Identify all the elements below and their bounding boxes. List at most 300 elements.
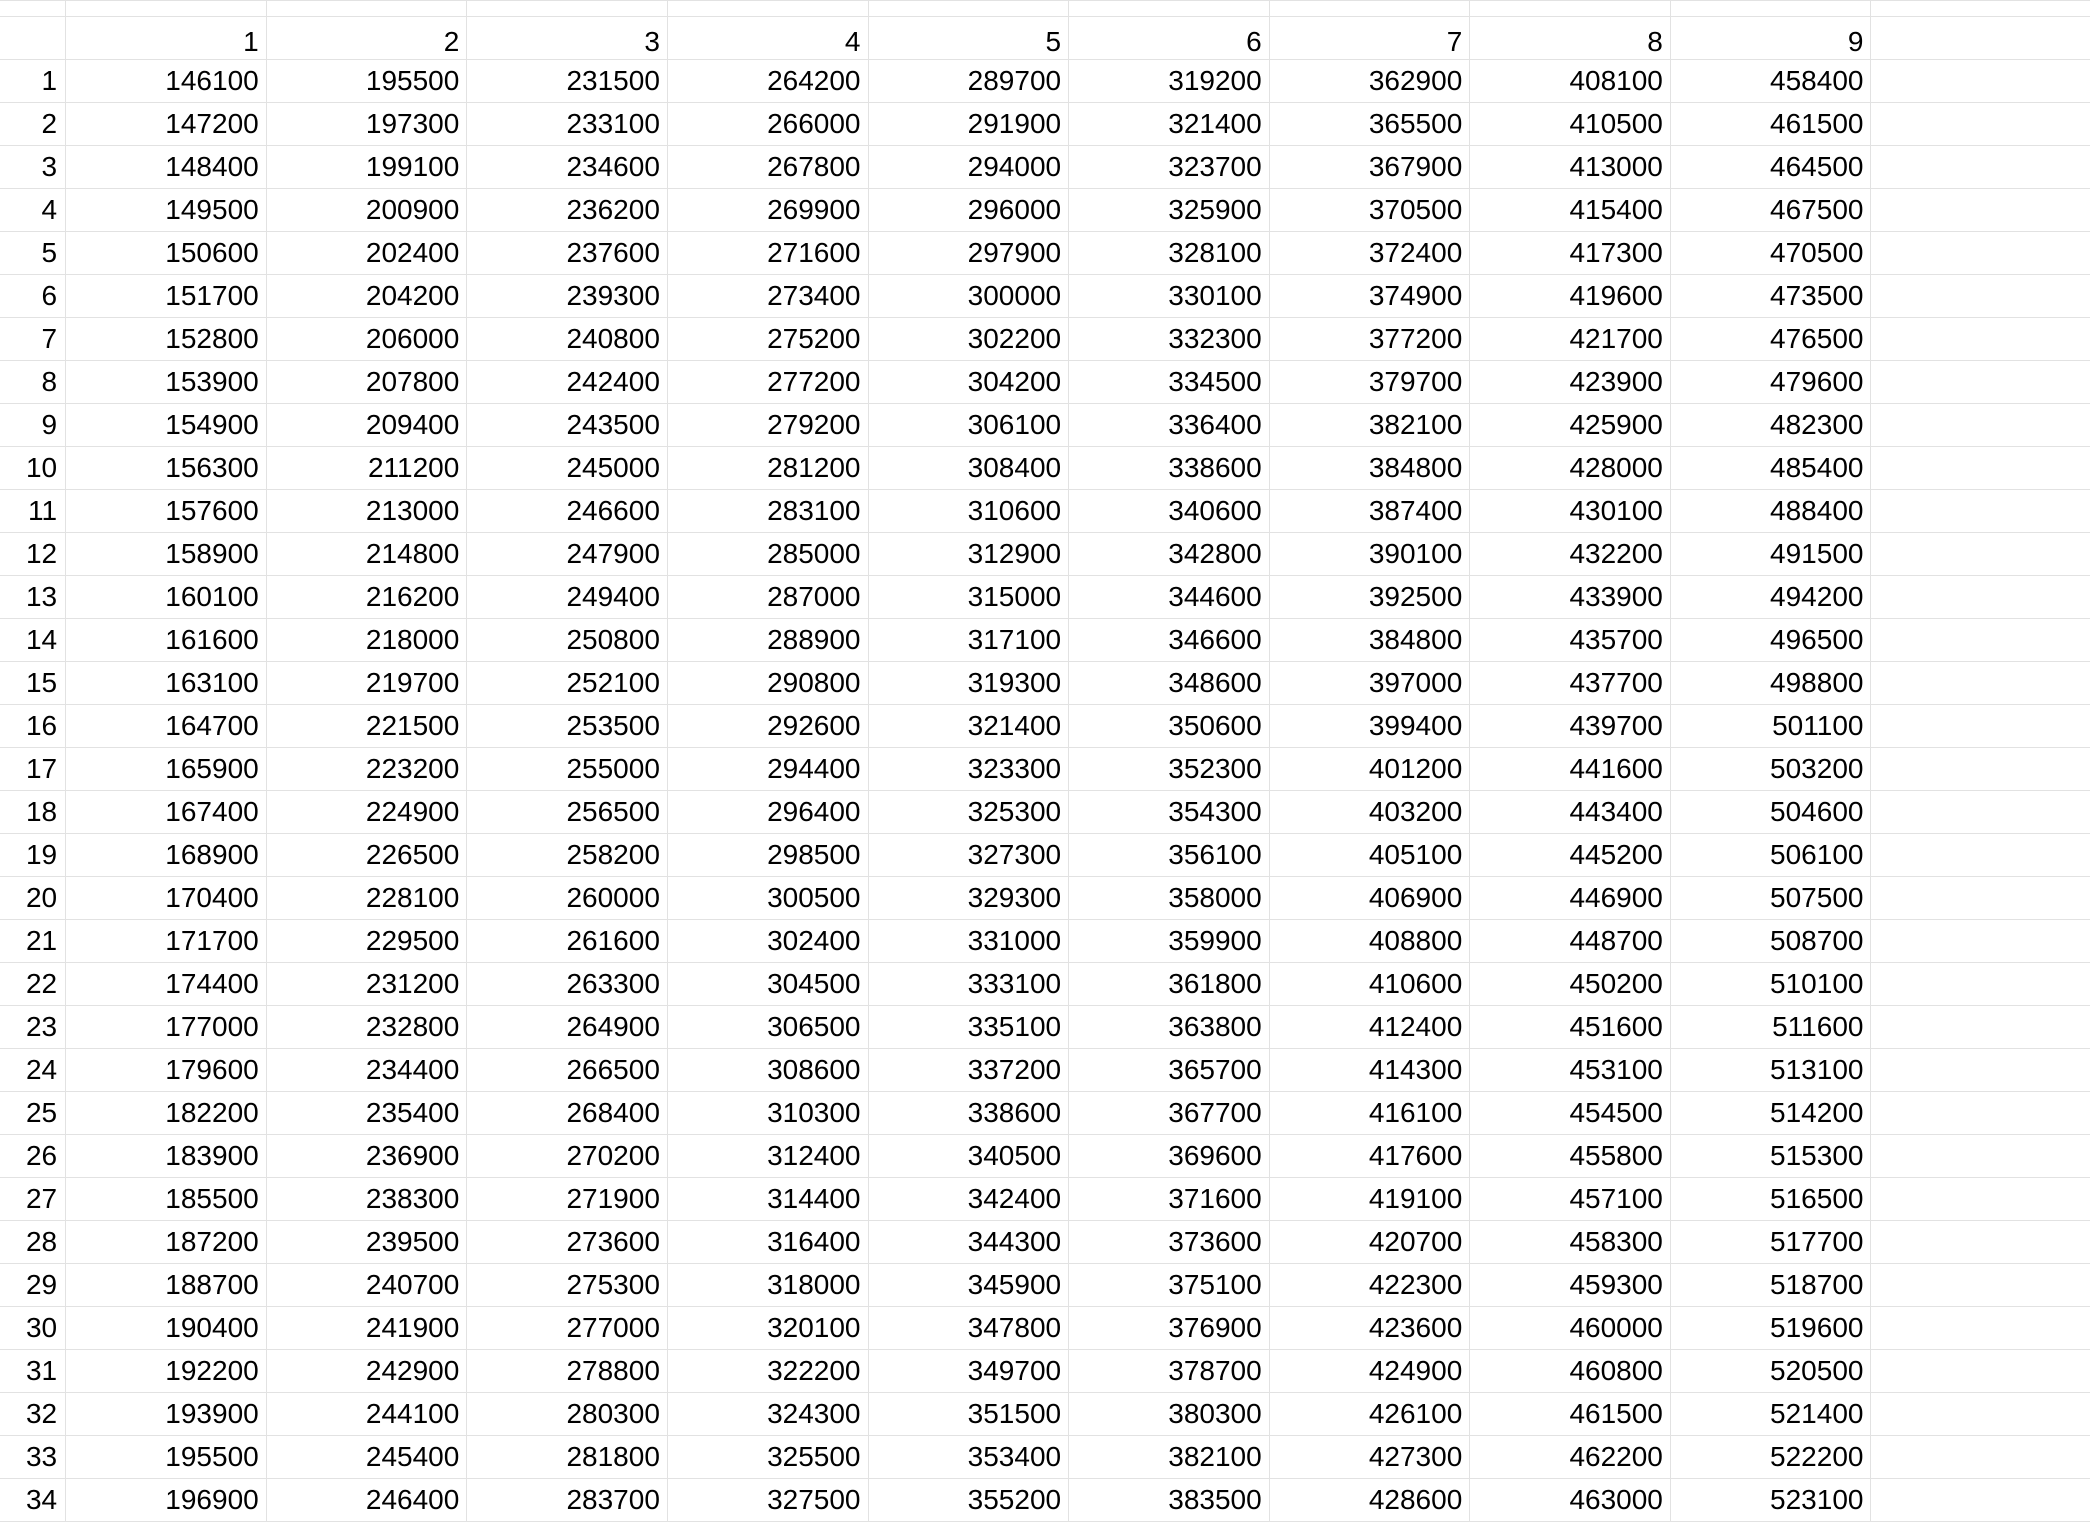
- table-cell[interactable]: 232800: [266, 1006, 467, 1049]
- table-cell[interactable]: 390100: [1269, 533, 1470, 576]
- column-header[interactable]: 3: [467, 1, 668, 60]
- table-cell[interactable]: 387400: [1269, 490, 1470, 533]
- empty-cell[interactable]: [1871, 318, 2090, 361]
- table-cell[interactable]: 347800: [868, 1307, 1069, 1350]
- table-cell[interactable]: 330100: [1069, 275, 1270, 318]
- table-cell[interactable]: 268400: [467, 1092, 668, 1135]
- empty-cell[interactable]: [1871, 1135, 2090, 1178]
- table-cell[interactable]: 294400: [667, 748, 868, 791]
- table-cell[interactable]: 446900: [1470, 877, 1671, 920]
- table-cell[interactable]: 430100: [1470, 490, 1671, 533]
- table-cell[interactable]: 367900: [1269, 146, 1470, 189]
- table-cell[interactable]: 273400: [667, 275, 868, 318]
- table-cell[interactable]: 344300: [868, 1221, 1069, 1264]
- table-cell[interactable]: 348600: [1069, 662, 1270, 705]
- table-cell[interactable]: 300500: [667, 877, 868, 920]
- table-cell[interactable]: 242900: [266, 1350, 467, 1393]
- row-header[interactable]: 9: [0, 404, 66, 447]
- table-cell[interactable]: 373600: [1069, 1221, 1270, 1264]
- column-header[interactable]: 5: [868, 1, 1069, 60]
- table-cell[interactable]: 417300: [1470, 232, 1671, 275]
- table-cell[interactable]: 223200: [266, 748, 467, 791]
- table-cell[interactable]: 256500: [467, 791, 668, 834]
- table-cell[interactable]: 218000: [266, 619, 467, 662]
- table-cell[interactable]: 319200: [1069, 60, 1270, 103]
- table-cell[interactable]: 424900: [1269, 1350, 1470, 1393]
- table-cell[interactable]: 516500: [1670, 1178, 1871, 1221]
- table-cell[interactable]: 151700: [66, 275, 267, 318]
- table-cell[interactable]: 239300: [467, 275, 668, 318]
- table-cell[interactable]: 183900: [66, 1135, 267, 1178]
- row-header[interactable]: 27: [0, 1178, 66, 1221]
- table-cell[interactable]: 273600: [467, 1221, 668, 1264]
- table-cell[interactable]: 352300: [1069, 748, 1270, 791]
- table-cell[interactable]: 157600: [66, 490, 267, 533]
- row-header[interactable]: 12: [0, 533, 66, 576]
- table-cell[interactable]: 496500: [1670, 619, 1871, 662]
- table-cell[interactable]: 245000: [467, 447, 668, 490]
- table-cell[interactable]: 403200: [1269, 791, 1470, 834]
- table-cell[interactable]: 321400: [1069, 103, 1270, 146]
- table-cell[interactable]: 278800: [467, 1350, 668, 1393]
- table-cell[interactable]: 361800: [1069, 963, 1270, 1006]
- row-header[interactable]: 2: [0, 103, 66, 146]
- table-cell[interactable]: 200900: [266, 189, 467, 232]
- empty-cell[interactable]: [1871, 490, 2090, 533]
- table-cell[interactable]: 462200: [1470, 1436, 1671, 1479]
- table-cell[interactable]: 514200: [1670, 1092, 1871, 1135]
- table-cell[interactable]: 362900: [1269, 60, 1470, 103]
- table-cell[interactable]: 346600: [1069, 619, 1270, 662]
- table-cell[interactable]: 237600: [467, 232, 668, 275]
- table-cell[interactable]: 365500: [1269, 103, 1470, 146]
- table-cell[interactable]: 521400: [1670, 1393, 1871, 1436]
- table-cell[interactable]: 236200: [467, 189, 668, 232]
- column-header[interactable]: 1: [66, 1, 267, 60]
- table-cell[interactable]: 152800: [66, 318, 267, 361]
- row-header[interactable]: 21: [0, 920, 66, 963]
- table-cell[interactable]: 406900: [1269, 877, 1470, 920]
- table-cell[interactable]: 207800: [266, 361, 467, 404]
- table-cell[interactable]: 250800: [467, 619, 668, 662]
- table-cell[interactable]: 370500: [1269, 189, 1470, 232]
- table-cell[interactable]: 342800: [1069, 533, 1270, 576]
- table-cell[interactable]: 401200: [1269, 748, 1470, 791]
- table-cell[interactable]: 353400: [868, 1436, 1069, 1479]
- table-cell[interactable]: 350600: [1069, 705, 1270, 748]
- table-cell[interactable]: 342400: [868, 1178, 1069, 1221]
- table-cell[interactable]: 302400: [667, 920, 868, 963]
- table-cell[interactable]: 460000: [1470, 1307, 1671, 1350]
- table-cell[interactable]: 511600: [1670, 1006, 1871, 1049]
- table-cell[interactable]: 214800: [266, 533, 467, 576]
- table-cell[interactable]: 258200: [467, 834, 668, 877]
- table-cell[interactable]: 197300: [266, 103, 467, 146]
- table-cell[interactable]: 158900: [66, 533, 267, 576]
- corner-cell[interactable]: [0, 1, 66, 60]
- table-cell[interactable]: 419100: [1269, 1178, 1470, 1221]
- table-cell[interactable]: 279200: [667, 404, 868, 447]
- table-cell[interactable]: 420700: [1269, 1221, 1470, 1264]
- table-cell[interactable]: 410600: [1269, 963, 1470, 1006]
- table-cell[interactable]: 321400: [868, 705, 1069, 748]
- table-cell[interactable]: 365700: [1069, 1049, 1270, 1092]
- row-header[interactable]: 6: [0, 275, 66, 318]
- table-cell[interactable]: 296400: [667, 791, 868, 834]
- table-cell[interactable]: 296000: [868, 189, 1069, 232]
- table-cell[interactable]: 503200: [1670, 748, 1871, 791]
- table-cell[interactable]: 506100: [1670, 834, 1871, 877]
- table-cell[interactable]: 195500: [266, 60, 467, 103]
- table-cell[interactable]: 177000: [66, 1006, 267, 1049]
- table-cell[interactable]: 482300: [1670, 404, 1871, 447]
- table-cell[interactable]: 397000: [1269, 662, 1470, 705]
- table-cell[interactable]: 233100: [467, 103, 668, 146]
- empty-cell[interactable]: [1871, 834, 2090, 877]
- table-cell[interactable]: 304200: [868, 361, 1069, 404]
- table-cell[interactable]: 280300: [467, 1393, 668, 1436]
- table-cell[interactable]: 457100: [1470, 1178, 1671, 1221]
- table-cell[interactable]: 451600: [1470, 1006, 1671, 1049]
- table-cell[interactable]: 433900: [1470, 576, 1671, 619]
- table-cell[interactable]: 182200: [66, 1092, 267, 1135]
- table-cell[interactable]: 190400: [66, 1307, 267, 1350]
- table-cell[interactable]: 476500: [1670, 318, 1871, 361]
- table-cell[interactable]: 408100: [1470, 60, 1671, 103]
- row-header[interactable]: 16: [0, 705, 66, 748]
- table-cell[interactable]: 149500: [66, 189, 267, 232]
- table-cell[interactable]: 501100: [1670, 705, 1871, 748]
- table-cell[interactable]: 392500: [1269, 576, 1470, 619]
- table-cell[interactable]: 310300: [667, 1092, 868, 1135]
- table-cell[interactable]: 382100: [1269, 404, 1470, 447]
- table-cell[interactable]: 264900: [467, 1006, 668, 1049]
- table-cell[interactable]: 461500: [1470, 1393, 1671, 1436]
- table-cell[interactable]: 485400: [1670, 447, 1871, 490]
- table-cell[interactable]: 467500: [1670, 189, 1871, 232]
- row-header[interactable]: 19: [0, 834, 66, 877]
- empty-cell[interactable]: [1871, 576, 2090, 619]
- table-cell[interactable]: 507500: [1670, 877, 1871, 920]
- table-cell[interactable]: 459300: [1470, 1264, 1671, 1307]
- table-cell[interactable]: 439700: [1470, 705, 1671, 748]
- empty-cell[interactable]: [1871, 60, 2090, 103]
- table-cell[interactable]: 515300: [1670, 1135, 1871, 1178]
- table-cell[interactable]: 320100: [667, 1307, 868, 1350]
- table-cell[interactable]: 277000: [467, 1307, 668, 1350]
- empty-cell[interactable]: [1871, 1092, 2090, 1135]
- empty-cell[interactable]: [1871, 1436, 2090, 1479]
- column-header[interactable]: 6: [1069, 1, 1270, 60]
- table-cell[interactable]: 374900: [1269, 275, 1470, 318]
- table-cell[interactable]: 491500: [1670, 533, 1871, 576]
- row-header[interactable]: 23: [0, 1006, 66, 1049]
- empty-cell[interactable]: [1871, 1264, 2090, 1307]
- table-cell[interactable]: 312900: [868, 533, 1069, 576]
- table-cell[interactable]: 231200: [266, 963, 467, 1006]
- table-cell[interactable]: 358000: [1069, 877, 1270, 920]
- table-cell[interactable]: 285000: [667, 533, 868, 576]
- empty-cell[interactable]: [1871, 1479, 2090, 1522]
- table-cell[interactable]: 421700: [1470, 318, 1671, 361]
- table-cell[interactable]: 255000: [467, 748, 668, 791]
- table-cell[interactable]: 423600: [1269, 1307, 1470, 1350]
- table-cell[interactable]: 412400: [1269, 1006, 1470, 1049]
- table-cell[interactable]: 369600: [1069, 1135, 1270, 1178]
- table-cell[interactable]: 283100: [667, 490, 868, 533]
- table-cell[interactable]: 351500: [868, 1393, 1069, 1436]
- table-cell[interactable]: 170400: [66, 877, 267, 920]
- empty-cell[interactable]: [1871, 619, 2090, 662]
- table-cell[interactable]: 310600: [868, 490, 1069, 533]
- table-cell[interactable]: 156300: [66, 447, 267, 490]
- table-cell[interactable]: 372400: [1269, 232, 1470, 275]
- table-cell[interactable]: 146100: [66, 60, 267, 103]
- table-cell[interactable]: 322200: [667, 1350, 868, 1393]
- table-cell[interactable]: 318000: [667, 1264, 868, 1307]
- empty-cell[interactable]: [1871, 705, 2090, 748]
- table-cell[interactable]: 410500: [1470, 103, 1671, 146]
- table-cell[interactable]: 281800: [467, 1436, 668, 1479]
- table-cell[interactable]: 338600: [1069, 447, 1270, 490]
- table-cell[interactable]: 238300: [266, 1178, 467, 1221]
- empty-cell[interactable]: [1871, 877, 2090, 920]
- table-cell[interactable]: 331000: [868, 920, 1069, 963]
- column-header[interactable]: 8: [1470, 1, 1671, 60]
- table-cell[interactable]: 327500: [667, 1479, 868, 1522]
- table-cell[interactable]: 458300: [1470, 1221, 1671, 1264]
- table-cell[interactable]: 355200: [868, 1479, 1069, 1522]
- table-cell[interactable]: 187200: [66, 1221, 267, 1264]
- row-header[interactable]: 22: [0, 963, 66, 1006]
- column-header[interactable]: 9: [1670, 1, 1871, 60]
- table-cell[interactable]: 246600: [467, 490, 668, 533]
- table-cell[interactable]: 427300: [1269, 1436, 1470, 1479]
- table-cell[interactable]: 264200: [667, 60, 868, 103]
- row-header[interactable]: 30: [0, 1307, 66, 1350]
- table-cell[interactable]: 432200: [1470, 533, 1671, 576]
- table-cell[interactable]: 317100: [868, 619, 1069, 662]
- table-cell[interactable]: 241900: [266, 1307, 467, 1350]
- table-cell[interactable]: 378700: [1069, 1350, 1270, 1393]
- table-cell[interactable]: 354300: [1069, 791, 1270, 834]
- table-cell[interactable]: 219700: [266, 662, 467, 705]
- table-cell[interactable]: 324300: [667, 1393, 868, 1436]
- table-cell[interactable]: 253500: [467, 705, 668, 748]
- table-cell[interactable]: 297900: [868, 232, 1069, 275]
- row-header[interactable]: 1: [0, 60, 66, 103]
- table-cell[interactable]: 312400: [667, 1135, 868, 1178]
- table-cell[interactable]: 202400: [266, 232, 467, 275]
- table-cell[interactable]: 323300: [868, 748, 1069, 791]
- table-cell[interactable]: 236900: [266, 1135, 467, 1178]
- empty-cell[interactable]: [1871, 146, 2090, 189]
- row-header[interactable]: 8: [0, 361, 66, 404]
- table-cell[interactable]: 196900: [66, 1479, 267, 1522]
- table-cell[interactable]: 267800: [667, 146, 868, 189]
- table-cell[interactable]: 327300: [868, 834, 1069, 877]
- row-header[interactable]: 29: [0, 1264, 66, 1307]
- row-header[interactable]: 15: [0, 662, 66, 705]
- table-cell[interactable]: 494200: [1670, 576, 1871, 619]
- table-cell[interactable]: 329300: [868, 877, 1069, 920]
- empty-cell[interactable]: [1871, 1, 2090, 60]
- table-cell[interactable]: 498800: [1670, 662, 1871, 705]
- empty-cell[interactable]: [1871, 748, 2090, 791]
- row-header[interactable]: 32: [0, 1393, 66, 1436]
- row-header[interactable]: 34: [0, 1479, 66, 1522]
- table-cell[interactable]: 323700: [1069, 146, 1270, 189]
- table-cell[interactable]: 375100: [1069, 1264, 1270, 1307]
- table-cell[interactable]: 247900: [467, 533, 668, 576]
- table-cell[interactable]: 185500: [66, 1178, 267, 1221]
- empty-cell[interactable]: [1871, 1006, 2090, 1049]
- table-cell[interactable]: 302200: [868, 318, 1069, 361]
- empty-cell[interactable]: [1871, 189, 2090, 232]
- table-cell[interactable]: 464500: [1670, 146, 1871, 189]
- table-cell[interactable]: 414300: [1269, 1049, 1470, 1092]
- table-cell[interactable]: 271900: [467, 1178, 668, 1221]
- table-cell[interactable]: 213000: [266, 490, 467, 533]
- table-cell[interactable]: 377200: [1269, 318, 1470, 361]
- table-cell[interactable]: 334500: [1069, 361, 1270, 404]
- table-cell[interactable]: 308400: [868, 447, 1069, 490]
- table-cell[interactable]: 275200: [667, 318, 868, 361]
- empty-cell[interactable]: [1871, 1178, 2090, 1221]
- table-cell[interactable]: 413000: [1470, 146, 1671, 189]
- row-header[interactable]: 10: [0, 447, 66, 490]
- table-cell[interactable]: 216200: [266, 576, 467, 619]
- table-cell[interactable]: 263300: [467, 963, 668, 1006]
- table-cell[interactable]: 461500: [1670, 103, 1871, 146]
- table-cell[interactable]: 454500: [1470, 1092, 1671, 1135]
- table-cell[interactable]: 359900: [1069, 920, 1270, 963]
- empty-cell[interactable]: [1871, 275, 2090, 318]
- table-cell[interactable]: 308600: [667, 1049, 868, 1092]
- table-cell[interactable]: 244100: [266, 1393, 467, 1436]
- table-cell[interactable]: 425900: [1470, 404, 1671, 447]
- table-cell[interactable]: 367700: [1069, 1092, 1270, 1135]
- empty-cell[interactable]: [1871, 361, 2090, 404]
- table-cell[interactable]: 171700: [66, 920, 267, 963]
- table-cell[interactable]: 240800: [467, 318, 668, 361]
- column-header[interactable]: 4: [667, 1, 868, 60]
- table-cell[interactable]: 458400: [1670, 60, 1871, 103]
- table-cell[interactable]: 242400: [467, 361, 668, 404]
- table-cell[interactable]: 344600: [1069, 576, 1270, 619]
- table-cell[interactable]: 419600: [1470, 275, 1671, 318]
- empty-cell[interactable]: [1871, 1393, 2090, 1436]
- table-cell[interactable]: 383500: [1069, 1479, 1270, 1522]
- empty-cell[interactable]: [1871, 447, 2090, 490]
- table-cell[interactable]: 314400: [667, 1178, 868, 1221]
- table-cell[interactable]: 252100: [467, 662, 668, 705]
- table-cell[interactable]: 150600: [66, 232, 267, 275]
- table-cell[interactable]: 164700: [66, 705, 267, 748]
- table-cell[interactable]: 161600: [66, 619, 267, 662]
- table-cell[interactable]: 523100: [1670, 1479, 1871, 1522]
- table-cell[interactable]: 448700: [1470, 920, 1671, 963]
- table-cell[interactable]: 453100: [1470, 1049, 1671, 1092]
- table-cell[interactable]: 405100: [1269, 834, 1470, 877]
- table-cell[interactable]: 204200: [266, 275, 467, 318]
- table-cell[interactable]: 522200: [1670, 1436, 1871, 1479]
- table-cell[interactable]: 423900: [1470, 361, 1671, 404]
- table-cell[interactable]: 488400: [1670, 490, 1871, 533]
- table-cell[interactable]: 345900: [868, 1264, 1069, 1307]
- row-header[interactable]: 18: [0, 791, 66, 834]
- table-cell[interactable]: 224900: [266, 791, 467, 834]
- table-cell[interactable]: 460800: [1470, 1350, 1671, 1393]
- table-cell[interactable]: 325500: [667, 1436, 868, 1479]
- table-cell[interactable]: 463000: [1470, 1479, 1671, 1522]
- row-header[interactable]: 17: [0, 748, 66, 791]
- table-cell[interactable]: 416100: [1269, 1092, 1470, 1135]
- table-cell[interactable]: 292600: [667, 705, 868, 748]
- table-cell[interactable]: 455800: [1470, 1135, 1671, 1178]
- table-cell[interactable]: 195500: [66, 1436, 267, 1479]
- table-cell[interactable]: 328100: [1069, 232, 1270, 275]
- table-cell[interactable]: 277200: [667, 361, 868, 404]
- empty-cell[interactable]: [1871, 963, 2090, 1006]
- empty-cell[interactable]: [1871, 662, 2090, 705]
- table-cell[interactable]: 508700: [1670, 920, 1871, 963]
- table-cell[interactable]: 473500: [1670, 275, 1871, 318]
- table-cell[interactable]: 408800: [1269, 920, 1470, 963]
- table-cell[interactable]: 246400: [266, 1479, 467, 1522]
- table-cell[interactable]: 288900: [667, 619, 868, 662]
- table-cell[interactable]: 291900: [868, 103, 1069, 146]
- table-cell[interactable]: 333100: [868, 963, 1069, 1006]
- table-cell[interactable]: 266000: [667, 103, 868, 146]
- table-cell[interactable]: 228100: [266, 877, 467, 920]
- table-cell[interactable]: 163100: [66, 662, 267, 705]
- table-cell[interactable]: 275300: [467, 1264, 668, 1307]
- table-cell[interactable]: 336400: [1069, 404, 1270, 447]
- table-cell[interactable]: 441600: [1470, 748, 1671, 791]
- table-cell[interactable]: 283700: [467, 1479, 668, 1522]
- table-cell[interactable]: 192200: [66, 1350, 267, 1393]
- row-header[interactable]: 13: [0, 576, 66, 619]
- table-cell[interactable]: 304500: [667, 963, 868, 1006]
- table-cell[interactable]: 384800: [1269, 447, 1470, 490]
- table-cell[interactable]: 153900: [66, 361, 267, 404]
- empty-cell[interactable]: [1871, 232, 2090, 275]
- table-cell[interactable]: 325900: [1069, 189, 1270, 232]
- table-cell[interactable]: 376900: [1069, 1307, 1270, 1350]
- table-cell[interactable]: 249400: [467, 576, 668, 619]
- table-cell[interactable]: 306100: [868, 404, 1069, 447]
- table-cell[interactable]: 435700: [1470, 619, 1671, 662]
- row-header[interactable]: 3: [0, 146, 66, 189]
- table-cell[interactable]: 426100: [1269, 1393, 1470, 1436]
- empty-cell[interactable]: [1871, 1307, 2090, 1350]
- table-cell[interactable]: 193900: [66, 1393, 267, 1436]
- table-cell[interactable]: 422300: [1269, 1264, 1470, 1307]
- table-cell[interactable]: 384800: [1269, 619, 1470, 662]
- row-header[interactable]: 26: [0, 1135, 66, 1178]
- table-cell[interactable]: 290800: [667, 662, 868, 705]
- row-header[interactable]: 28: [0, 1221, 66, 1264]
- table-cell[interactable]: 235400: [266, 1092, 467, 1135]
- column-header[interactable]: 7: [1269, 1, 1470, 60]
- table-cell[interactable]: 437700: [1470, 662, 1671, 705]
- table-cell[interactable]: 243500: [467, 404, 668, 447]
- table-cell[interactable]: 289700: [868, 60, 1069, 103]
- table-cell[interactable]: 281200: [667, 447, 868, 490]
- table-cell[interactable]: 513100: [1670, 1049, 1871, 1092]
- empty-cell[interactable]: [1871, 920, 2090, 963]
